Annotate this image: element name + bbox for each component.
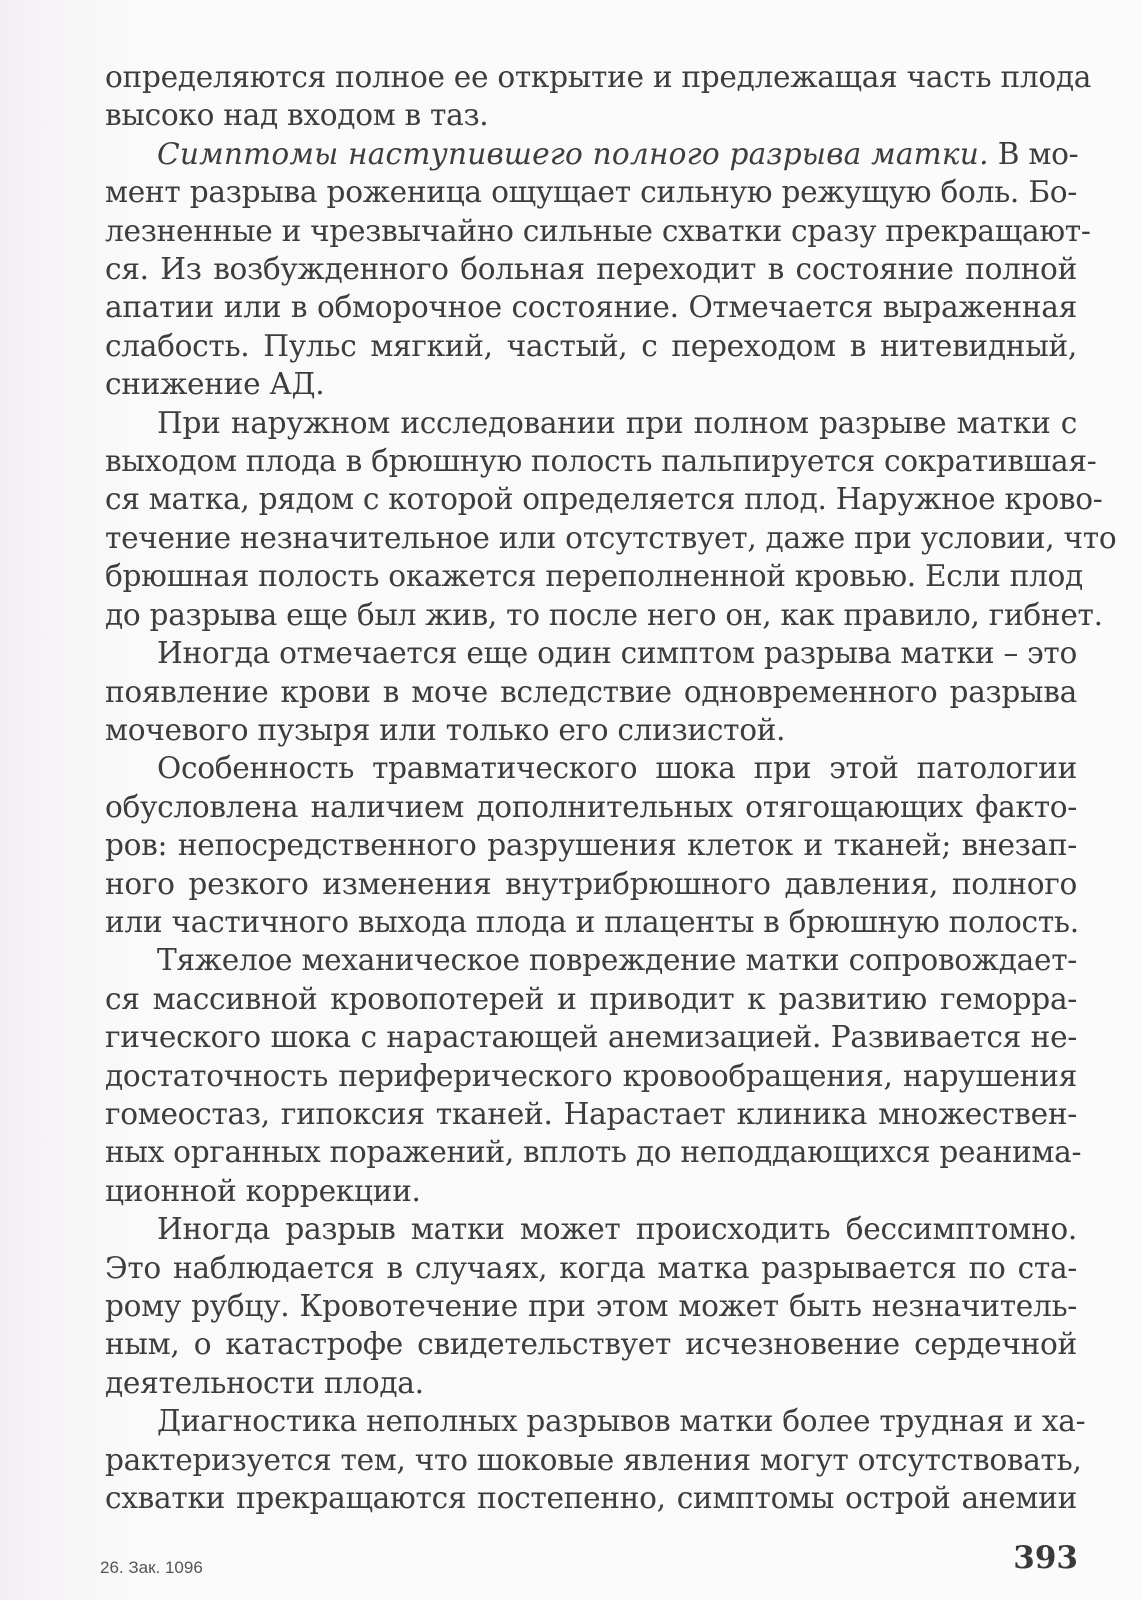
text-line: ного резкого изменения внутрибрюшного давления, полного: [105, 866, 1077, 901]
text-line: рому рубцу. Кровотечение при этом может быть незначитель-: [105, 1289, 1077, 1323]
text-line: ным, о катастрофе свидетельствует исчезновение сердечной: [105, 1327, 1077, 1362]
text-line: или частичного выхода плода и плаценты в брюшную полость.: [105, 904, 1079, 939]
text-line: слабость. Пульс мягкий, частый, с переходом в нитевидный,: [105, 328, 1077, 363]
text-line: Особенность травматического шока при этой патологии: [157, 751, 1077, 786]
paragraph: [105, 1402, 1086, 1517]
text-line: ся матка, рядом с которой определяется плод. Наружное крово-: [105, 482, 1103, 517]
text-line: мент разрыва роженица ощущает сильную режущую боль. Бо-: [105, 175, 1077, 210]
text-line: ся. Из возбужденного больная переходит в состояние полной: [105, 252, 1077, 287]
text-line: до разрыва еще был жив, то после него он, как правило, гибнет.: [105, 597, 1103, 632]
text-line: лезненные и чрезвычайно сильные схватки сразу прекращают-: [105, 213, 1091, 248]
text-line: деятельности плода.: [105, 1365, 424, 1400]
paragraph: [105, 941, 1082, 1210]
text-line: появление крови в моче вследствие одновременного разрыва: [105, 674, 1077, 709]
text-run: В мо-: [988, 136, 1079, 171]
text-line: снижение АД.: [105, 367, 325, 402]
text-line: мочевого пузыря или только его слизистой.: [105, 712, 786, 747]
text-line: [105, 135, 1077, 173]
text-line: гического шока с нарастающей анемизацией. Развивается не-: [105, 1020, 1077, 1055]
printer-signature: 26. Зак. 1096: [100, 1558, 203, 1577]
paragraph: [105, 58, 1092, 135]
text-line: определяются полное ее открытие и предлежащая часть плода: [105, 60, 1092, 94]
page-body: [105, 58, 1117, 1517]
text-line: ных органных поражений, вплоть до неподдающихся реанима-: [105, 1135, 1082, 1170]
text-line: схватки прекращаются постепенно, симптомы острой анемии: [105, 1481, 1077, 1516]
text-line: течение незначительное или отсутствует, даже при условии, что: [105, 520, 1117, 555]
text-line: выходом плода в брюшную полость пальпируется сократившая-: [105, 444, 1097, 479]
page-number: 393: [1013, 1540, 1078, 1576]
text-line: ционной коррекции.: [105, 1173, 421, 1208]
text-line: гомеостаз, гипоксия тканей. Нарастает клиника множествен-: [105, 1096, 1077, 1131]
paragraph: [105, 634, 1077, 749]
text-line: ров: непосредственного разрушения клеток и тканей; внезап-: [105, 828, 1077, 863]
text-line: высоко над входом в таз.: [105, 98, 489, 133]
paragraph: [105, 1210, 1077, 1402]
text-line: При наружном исследовании при полном разрыве матки с: [157, 405, 1077, 440]
text-line: обусловлена наличием дополнительных отягощающих факто-: [105, 789, 1077, 824]
text-line: Тяжелое механическое повреждение матки сопровождает-: [157, 943, 1077, 978]
text-line: Иногда разрыв матки может происходить бессимптомно.: [157, 1212, 1077, 1247]
paragraph: [105, 749, 1077, 941]
text-line: брюшная полость окажется переполненной кровью. Если плод: [105, 559, 1083, 594]
text-line: ся массивной кровопотерей и приводит к развитию геморра-: [105, 981, 1077, 1016]
text-line: достаточность периферического кровообращения, нарушения: [105, 1058, 1077, 1093]
text-line: Иногда отмечается еще один симптом разрыва матки – это: [157, 636, 1077, 671]
text-line: Это наблюдается в случаях, когда матка разрывается по ста-: [105, 1250, 1077, 1285]
text-line: Диагностика неполных разрывов матки более трудная и ха-: [157, 1404, 1086, 1439]
text-line: апатии или в обморочное состояние. Отмечается выраженная: [105, 290, 1077, 325]
paragraph: [105, 404, 1117, 634]
paragraph: [105, 135, 1091, 404]
text-line: рактеризуется тем, что шоковые явления могут отсутствовать,: [105, 1442, 1082, 1477]
italic-heading: Симптомы наступившего полного разрыва матки.: [157, 136, 989, 171]
